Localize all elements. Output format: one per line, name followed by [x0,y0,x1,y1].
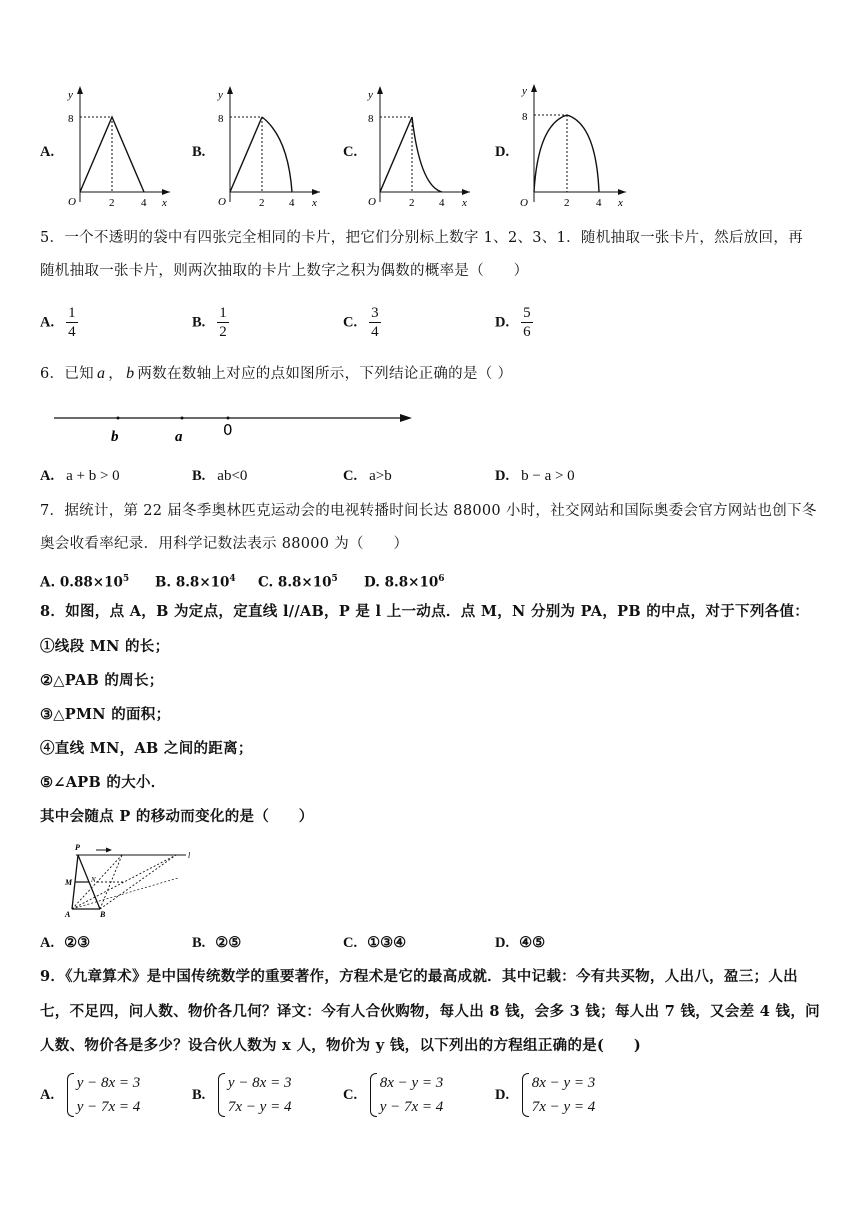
q9-option-c-letter: C. [343,1087,358,1103]
q4-c-ytick: 8 [368,113,374,125]
q4-a-xtick-2: 2 [109,197,115,209]
q6-option-d[interactable] [495,466,575,486]
q6-option-b-text: ab<0 [217,468,248,484]
q8-label-m: M [65,878,73,887]
q4-b-ylabel: y [218,89,223,101]
q6-option-c-letter: C. [343,468,358,484]
q7-option-d-letter: D. [364,574,380,591]
q5-b-numerator: 1 [219,305,227,321]
q4-d-ytick: 8 [522,111,528,123]
q8-label-a: A [65,910,71,918]
q5-option-c-fraction [369,304,381,341]
q9-option-c[interactable] [343,1070,443,1120]
q7-option-c-exp: 5 [331,574,338,584]
q4-d-origin: O [520,197,528,209]
q5-stem-line2: 随机抽取一张卡片，则两次抽取的卡片上数字之积为偶数的概率是（ ） [40,263,529,279]
q4-c-xtick-2: 2 [409,197,415,209]
q9-c-eq1: 8x − y = 3 [379,1075,444,1091]
q4-d-xlabel: x [618,197,623,209]
q8-item-1: ①线段 MN 的长； [40,638,170,655]
q8-option-d-text: ④⑤ [519,934,546,951]
q9-option-a-letter: A. [40,1087,55,1103]
q7-option-a-base: 0.88×10 [59,574,123,591]
q9-stem-line3: 人数、物价各是多少？设合伙人数为 x 人，物价为 y 钱，以下列出的方程组正确的是( ) [40,1037,641,1054]
q4-a-ytick: 8 [68,113,74,125]
q4-b-ytick: 8 [218,113,224,125]
q6-option-c[interactable] [343,466,392,486]
q5-b-denominator: 2 [219,324,227,340]
q4-option-c-letter: C. [343,144,358,160]
q9-option-d[interactable] [495,1070,595,1120]
q8-item-3: ③△PMN 的面积； [40,706,171,723]
q6-option-d-letter: D. [495,468,510,484]
q6-stem-prefix: 6．已知 [40,366,94,382]
q9-b-eq2: 7x − y = 4 [227,1099,292,1115]
q4-a-origin: O [68,196,76,208]
q6-option-d-text: b − a > 0 [521,468,575,484]
q4-d-xtick-4: 4 [596,197,602,209]
q7-option-c[interactable] [258,569,338,593]
q8-option-a-letter: A. [40,935,55,951]
q6-option-a-text: a + b > 0 [66,468,120,484]
q9-a-eq1: y − 8x = 3 [76,1075,141,1091]
q8-option-a[interactable] [40,933,90,953]
q6-var-b: b [126,365,135,382]
q8-option-c[interactable] [343,933,406,953]
q4-graph-b[interactable] [212,82,324,212]
q8-item-5: ⑤∠APB 的大小． [40,774,166,791]
q6-option-b[interactable] [192,466,247,486]
q4-option-b-letter: B. [192,144,206,160]
q9-option-a-system [67,1071,141,1119]
q8-label-l: l [188,851,191,860]
q7-option-c-letter: C. [258,574,274,591]
q6-stem-sep: ， [108,366,124,382]
q5-c-denominator: 4 [371,324,379,340]
q5-d-numerator: 5 [523,305,531,321]
q8-stem-line1: 8．如图，点 A，B 为定点，定直线 l//AB，P 是 l 上一动点．点 M，N 分别为 PA，PB 的中点，对于下列各值： [40,603,810,620]
q4-c-origin: O [368,196,376,208]
q4-b-origin: O [218,196,226,208]
q8-option-d-letter: D. [495,935,510,951]
q7-option-c-base: 8.8×10 [277,574,332,591]
q9-option-b-letter: B. [192,1087,206,1103]
q7-option-d-exp: 6 [438,574,445,584]
q4-c-xlabel: x [462,197,467,209]
q8-label-b: B [100,910,106,918]
q6-stem-suffix: 两数在数轴上对应的点如图所示，下列结论正确的是（ ） [137,366,513,382]
q5-option-a-letter: A. [40,314,55,331]
q9-option-b-system [218,1071,292,1119]
q5-option-b-letter: B. [192,314,206,331]
q5-option-d-fraction [521,304,533,341]
q9-option-a[interactable] [40,1070,140,1120]
q5-option-c-letter: C. [343,314,358,331]
q4-graph-d[interactable] [514,78,630,212]
q7-option-a-exp: 5 [122,574,130,584]
q6-point-a-label: a [175,429,183,445]
q4-b-xtick-4: 4 [289,197,295,209]
q5-c-numerator: 3 [371,305,379,321]
q6-point-zero-label: 0 [223,421,233,439]
q4-graph-c[interactable] [362,82,474,212]
q4-d-ylabel: y [522,85,527,97]
q9-option-d-system [522,1071,596,1119]
q9-d-eq1: 8x − y = 3 [531,1075,596,1091]
q5-a-numerator: 1 [68,305,76,321]
q4-c-ylabel: y [368,89,373,101]
q9-option-b[interactable] [192,1070,291,1120]
q7-option-b-exp: 4 [229,574,236,584]
q6-number-line [50,405,420,447]
q9-a-eq2: y − 7x = 4 [76,1099,141,1115]
q9-b-eq1: y − 8x = 3 [227,1075,292,1091]
q6-stem [40,364,512,384]
q4-c-xtick-4: 4 [439,197,445,209]
q4-option-d-letter: D. [495,144,510,160]
q4-b-xlabel: x [312,197,317,209]
q8-option-c-letter: C. [343,935,358,951]
q4-b-xtick-2: 2 [259,197,265,209]
q6-var-a: a [96,365,106,382]
q9-option-c-system [370,1071,444,1119]
q5-option-d-letter: D. [495,314,510,331]
q8-option-b-text: ②⑤ [215,934,242,951]
q4-options [0,78,868,218]
q7-stem-line2: 奥会收看率纪录．用科学记数法表示 88000 为（ ） [40,536,409,552]
q4-option-a-letter: A. [40,144,55,160]
q9-stem-line1: 9．《九章算术》是中国传统数学的重要著作，方程术是它的最高成就．其中记载：今有共买物，人出八，盈三；人出 [40,968,798,985]
q6-option-a-letter: A. [40,468,55,484]
q5-option-a[interactable] [40,304,78,341]
q7-option-b[interactable] [155,569,236,593]
q5-option-b[interactable] [192,304,229,341]
q6-point-b-label: b [111,429,119,445]
q4-d-xtick-2: 2 [564,197,570,209]
q6-option-a[interactable] [40,466,120,486]
q8-option-b[interactable] [192,933,241,953]
q8-option-b-letter: B. [192,935,206,951]
q5-option-c[interactable] [343,304,381,341]
q6-option-c-text: a>b [369,468,392,484]
q9-stem-line2: 七，不足四，问人数、物价各几何？译文：今有人合伙购物，每人出 8 钱，会多 3 钱；每人出 7 钱，又会差 4 钱，问 [40,1003,820,1020]
q5-stem-line1: 5．一个不透明的袋中有四张完全相同的卡片，把它们分别标上数字 1、2、3、1．随机抽取一张卡片，然后放回，再 [40,230,803,246]
q5-a-denominator: 4 [68,324,76,340]
q5-d-denominator: 6 [523,324,531,340]
q8-question: 其中会随点 P 的移动而变化的是（ ） [40,808,314,825]
q4-a-ylabel: y [68,89,73,101]
q4-graph-a[interactable] [62,82,174,212]
q8-item-2: ②△PAB 的周长； [40,672,164,689]
q7-option-d-base: 8.8×10 [384,574,439,591]
q5-option-b-fraction [217,304,229,341]
q9-d-eq2: 7x − y = 4 [531,1099,596,1115]
q5-option-a-fraction [66,304,78,341]
q7-option-a-letter: A. [40,574,56,591]
q7-option-d[interactable] [364,569,445,593]
q7-option-b-letter: B. [155,574,172,591]
q6-option-b-letter: B. [192,468,206,484]
q4-a-xtick-4: 4 [141,197,147,209]
q8-option-a-text: ②③ [64,934,91,951]
q8-option-c-text: ①③④ [367,934,407,951]
q8-figure [58,838,198,918]
q9-c-eq2: y − 7x = 4 [379,1099,444,1115]
q5-option-d[interactable] [495,304,533,341]
q9-option-d-letter: D. [495,1087,510,1103]
q7-option-a[interactable] [40,569,129,593]
q8-option-d[interactable] [495,933,545,953]
q7-option-b-base: 8.8×10 [175,574,230,591]
q7-stem-line1: 7．据统计，第 22 届冬季奥林匹克运动会的电视转播时间长达 88000 小时，社交网站和国际奥委会官方网站也创下冬 [40,503,817,519]
q4-a-xlabel: x [162,197,167,209]
q8-label-n: N [91,876,96,884]
q8-label-p: P [75,843,80,852]
q8-item-4: ④直线 MN，AB 之间的距离； [40,740,253,757]
